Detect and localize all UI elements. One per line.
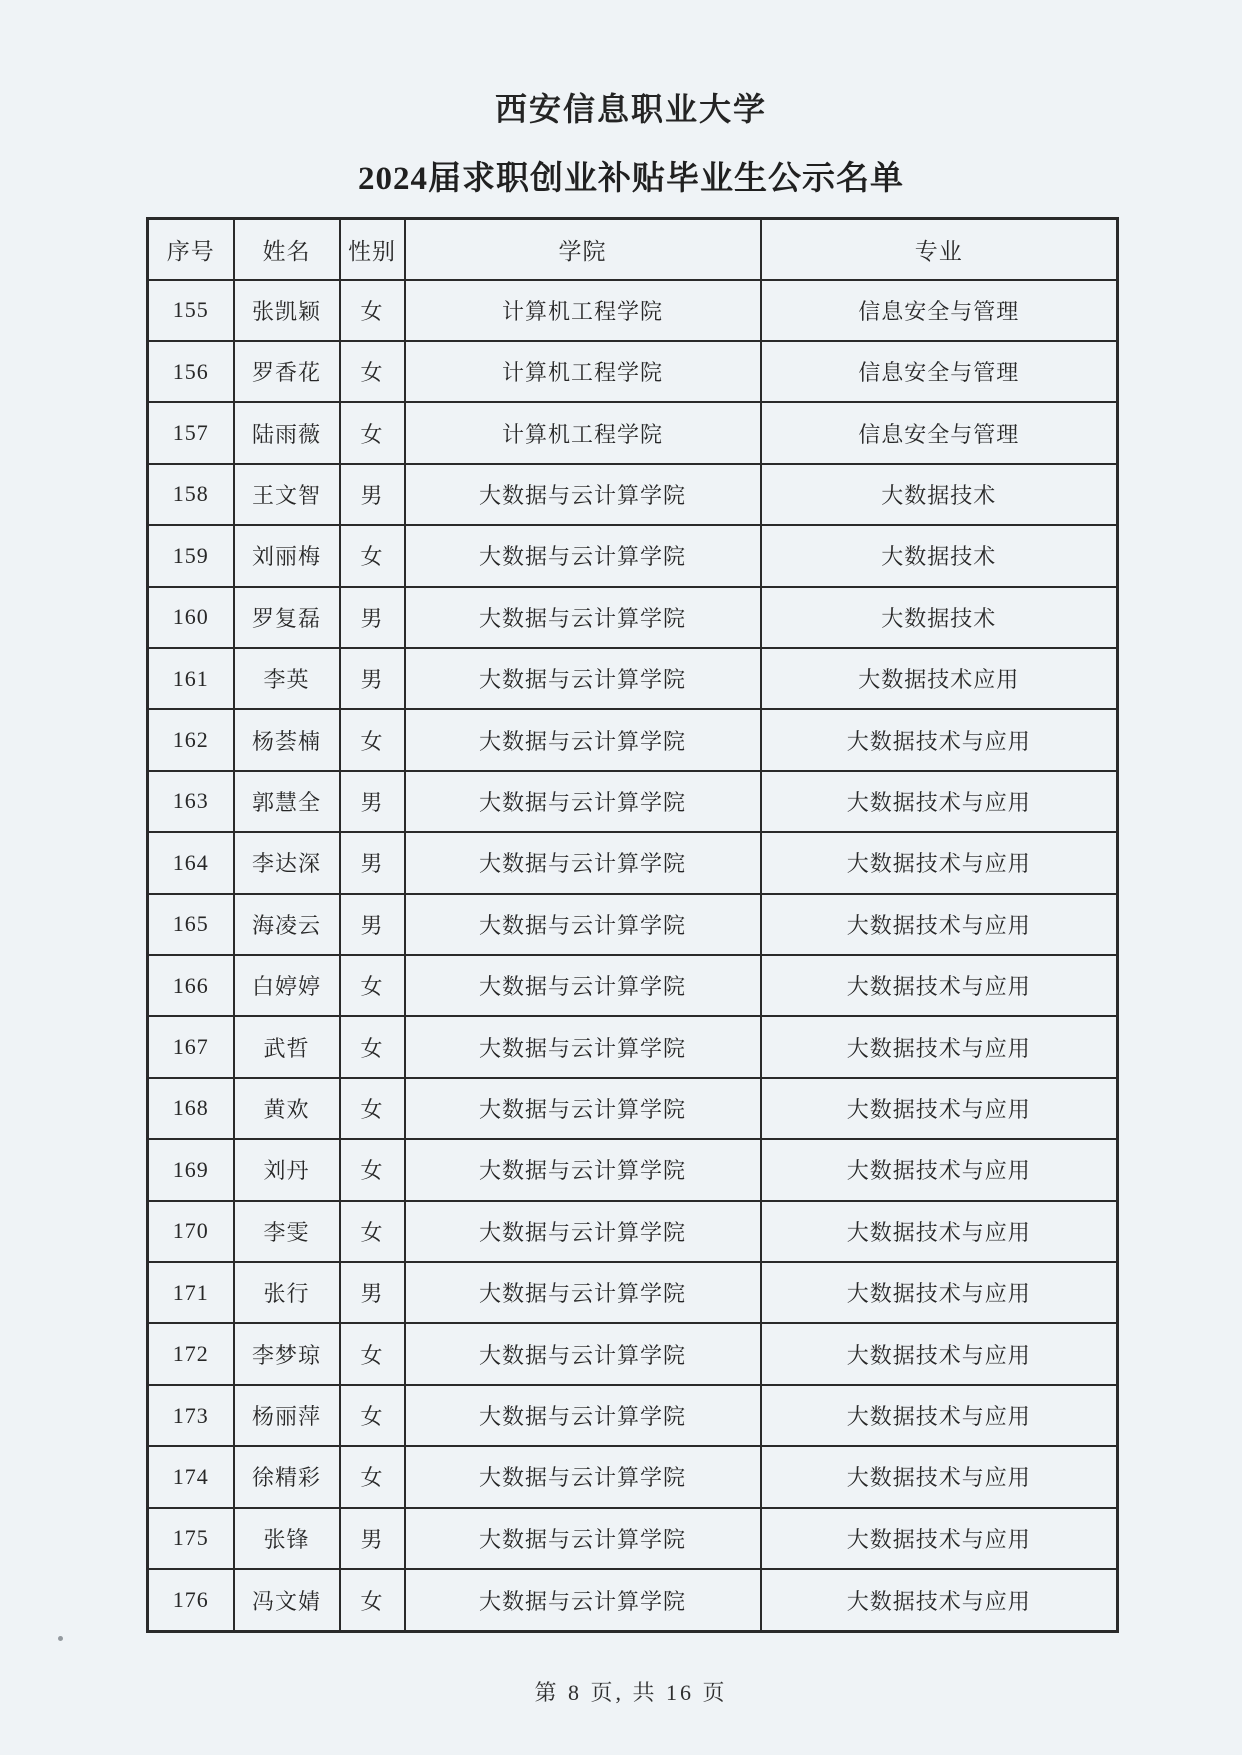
cell-major: 大数据技术与应用 <box>761 1446 1118 1507</box>
cell-college: 大数据与云计算学院 <box>405 1201 761 1262</box>
cell-serial: 161 <box>148 648 234 709</box>
table-row <box>148 341 1118 402</box>
table-header-row <box>148 219 1118 280</box>
cell-gender: 女 <box>340 402 405 463</box>
cell-name: 张锋 <box>234 1508 340 1569</box>
cell-major: 大数据技术 <box>761 587 1118 648</box>
cell-serial: 168 <box>148 1078 234 1139</box>
table-row <box>148 1139 1118 1200</box>
cell-serial: 170 <box>148 1201 234 1262</box>
table-row <box>148 525 1118 586</box>
table-row <box>148 1078 1118 1139</box>
cell-serial: 167 <box>148 1016 234 1077</box>
cell-name: 白婷婷 <box>234 955 340 1016</box>
table-row <box>148 1201 1118 1262</box>
cell-major: 信息安全与管理 <box>761 341 1118 402</box>
cell-college: 大数据与云计算学院 <box>405 832 761 893</box>
cell-serial: 166 <box>148 955 234 1016</box>
table-row <box>148 1262 1118 1323</box>
table-row <box>148 587 1118 648</box>
cell-name: 刘丹 <box>234 1139 340 1200</box>
document-header <box>146 84 1116 199</box>
cell-college: 大数据与云计算学院 <box>405 1262 761 1323</box>
table-row <box>148 464 1118 525</box>
cell-serial: 164 <box>148 832 234 893</box>
table-row <box>148 402 1118 463</box>
cell-college: 大数据与云计算学院 <box>405 1569 761 1631</box>
cell-gender: 女 <box>340 1385 405 1446</box>
cell-major: 信息安全与管理 <box>761 280 1118 341</box>
cell-serial: 171 <box>148 1262 234 1323</box>
cell-serial: 176 <box>148 1569 234 1631</box>
cell-name: 徐精彩 <box>234 1446 340 1507</box>
cell-college: 大数据与云计算学院 <box>405 1016 761 1077</box>
table-row <box>148 1508 1118 1569</box>
cell-college: 大数据与云计算学院 <box>405 709 761 770</box>
cell-serial: 163 <box>148 771 234 832</box>
cell-college: 计算机工程学院 <box>405 280 761 341</box>
cell-name: 王文智 <box>234 464 340 525</box>
cell-name: 罗香花 <box>234 341 340 402</box>
cell-college: 大数据与云计算学院 <box>405 771 761 832</box>
cell-serial: 173 <box>148 1385 234 1446</box>
cell-major: 大数据技术与应用 <box>761 709 1118 770</box>
cell-major: 大数据技术应用 <box>761 648 1118 709</box>
table-row <box>148 1323 1118 1384</box>
cell-college: 大数据与云计算学院 <box>405 464 761 525</box>
cell-gender: 女 <box>340 1016 405 1077</box>
cell-major: 大数据技术与应用 <box>761 955 1118 1016</box>
table-row <box>148 1446 1118 1507</box>
cell-name: 李英 <box>234 648 340 709</box>
cell-college: 大数据与云计算学院 <box>405 648 761 709</box>
cell-gender: 女 <box>340 341 405 402</box>
column-header-serial: 序号 <box>148 219 234 280</box>
cell-name: 黄欢 <box>234 1078 340 1139</box>
cell-college: 计算机工程学院 <box>405 402 761 463</box>
cell-name: 李梦琼 <box>234 1323 340 1384</box>
cell-college: 大数据与云计算学院 <box>405 894 761 955</box>
table-row <box>148 280 1118 341</box>
cell-serial: 157 <box>148 402 234 463</box>
cell-major: 大数据技术与应用 <box>761 1016 1118 1077</box>
cell-gender: 女 <box>340 1078 405 1139</box>
graduates-table <box>146 217 1119 1633</box>
cell-major: 大数据技术与应用 <box>761 771 1118 832</box>
cell-serial: 175 <box>148 1508 234 1569</box>
cell-gender: 男 <box>340 894 405 955</box>
cell-name: 罗复磊 <box>234 587 340 648</box>
cell-serial: 165 <box>148 894 234 955</box>
cell-college: 大数据与云计算学院 <box>405 587 761 648</box>
cell-major: 大数据技术与应用 <box>761 1385 1118 1446</box>
cell-gender: 女 <box>340 1139 405 1200</box>
table-header <box>148 219 1118 280</box>
cell-gender: 男 <box>340 648 405 709</box>
cell-major: 大数据技术与应用 <box>761 1201 1118 1262</box>
column-header-college: 学院 <box>405 219 761 280</box>
cell-name: 郭慧全 <box>234 771 340 832</box>
cell-college: 大数据与云计算学院 <box>405 1385 761 1446</box>
cell-serial: 169 <box>148 1139 234 1200</box>
cell-major: 大数据技术与应用 <box>761 1139 1118 1200</box>
cell-gender: 女 <box>340 709 405 770</box>
cell-gender: 女 <box>340 1569 405 1631</box>
cell-college: 大数据与云计算学院 <box>405 1323 761 1384</box>
cell-gender: 男 <box>340 464 405 525</box>
cell-name: 李达深 <box>234 832 340 893</box>
cell-gender: 女 <box>340 280 405 341</box>
page-title: 2024届求职创业补贴毕业生公示名单 <box>358 161 904 197</box>
cell-college: 大数据与云计算学院 <box>405 955 761 1016</box>
cell-serial: 174 <box>148 1446 234 1507</box>
cell-college: 大数据与云计算学院 <box>405 1508 761 1569</box>
cell-major: 信息安全与管理 <box>761 402 1118 463</box>
column-header-name: 姓名 <box>234 219 340 280</box>
cell-gender: 女 <box>340 1446 405 1507</box>
cell-major: 大数据技术 <box>761 525 1118 586</box>
table-body <box>148 280 1118 1632</box>
cell-major: 大数据技术与应用 <box>761 1262 1118 1323</box>
cell-serial: 172 <box>148 1323 234 1384</box>
cell-name: 武哲 <box>234 1016 340 1077</box>
cell-gender: 女 <box>340 525 405 586</box>
cell-serial: 158 <box>148 464 234 525</box>
cell-gender: 女 <box>340 955 405 1016</box>
cell-major: 大数据技术 <box>761 464 1118 525</box>
cell-name: 杨荟楠 <box>234 709 340 770</box>
cell-serial: 159 <box>148 525 234 586</box>
cell-college: 计算机工程学院 <box>405 341 761 402</box>
cell-gender: 男 <box>340 1508 405 1569</box>
cell-major: 大数据技术与应用 <box>761 1508 1118 1569</box>
university-title: 西安信息职业大学 <box>494 91 767 127</box>
column-header-gender: 性别 <box>340 219 405 280</box>
cell-name: 冯文婧 <box>234 1569 340 1631</box>
cell-serial: 160 <box>148 587 234 648</box>
cell-gender: 男 <box>340 1262 405 1323</box>
table-row <box>148 709 1118 770</box>
cell-name: 海凌云 <box>234 894 340 955</box>
table-row <box>148 832 1118 893</box>
cell-name: 陆雨薇 <box>234 402 340 463</box>
table-row <box>148 894 1118 955</box>
scan-speck <box>58 1636 63 1641</box>
cell-major: 大数据技术与应用 <box>761 1569 1118 1631</box>
table-row <box>148 648 1118 709</box>
table-row <box>148 1569 1118 1631</box>
column-header-major: 专业 <box>761 219 1118 280</box>
table-row <box>148 771 1118 832</box>
cell-name: 杨丽萍 <box>234 1385 340 1446</box>
cell-major: 大数据技术与应用 <box>761 832 1118 893</box>
cell-serial: 156 <box>148 341 234 402</box>
table-row <box>148 1385 1118 1446</box>
cell-name: 李雯 <box>234 1201 340 1262</box>
cell-college: 大数据与云计算学院 <box>405 1446 761 1507</box>
cell-major: 大数据技术与应用 <box>761 1078 1118 1139</box>
cell-college: 大数据与云计算学院 <box>405 1078 761 1139</box>
cell-college: 大数据与云计算学院 <box>405 525 761 586</box>
page-number: 第 8 页, 共 16 页 <box>534 1680 728 1705</box>
cell-name: 刘丽梅 <box>234 525 340 586</box>
cell-gender: 男 <box>340 587 405 648</box>
cell-gender: 男 <box>340 832 405 893</box>
cell-major: 大数据技术与应用 <box>761 894 1118 955</box>
cell-name: 张凯颖 <box>234 280 340 341</box>
cell-college: 大数据与云计算学院 <box>405 1139 761 1200</box>
cell-gender: 男 <box>340 771 405 832</box>
cell-gender: 女 <box>340 1201 405 1262</box>
cell-major: 大数据技术与应用 <box>761 1323 1118 1384</box>
cell-serial: 162 <box>148 709 234 770</box>
cell-name: 张行 <box>234 1262 340 1323</box>
cell-gender: 女 <box>340 1323 405 1384</box>
cell-serial: 155 <box>148 280 234 341</box>
table-row <box>148 955 1118 1016</box>
table-row <box>148 1016 1118 1077</box>
